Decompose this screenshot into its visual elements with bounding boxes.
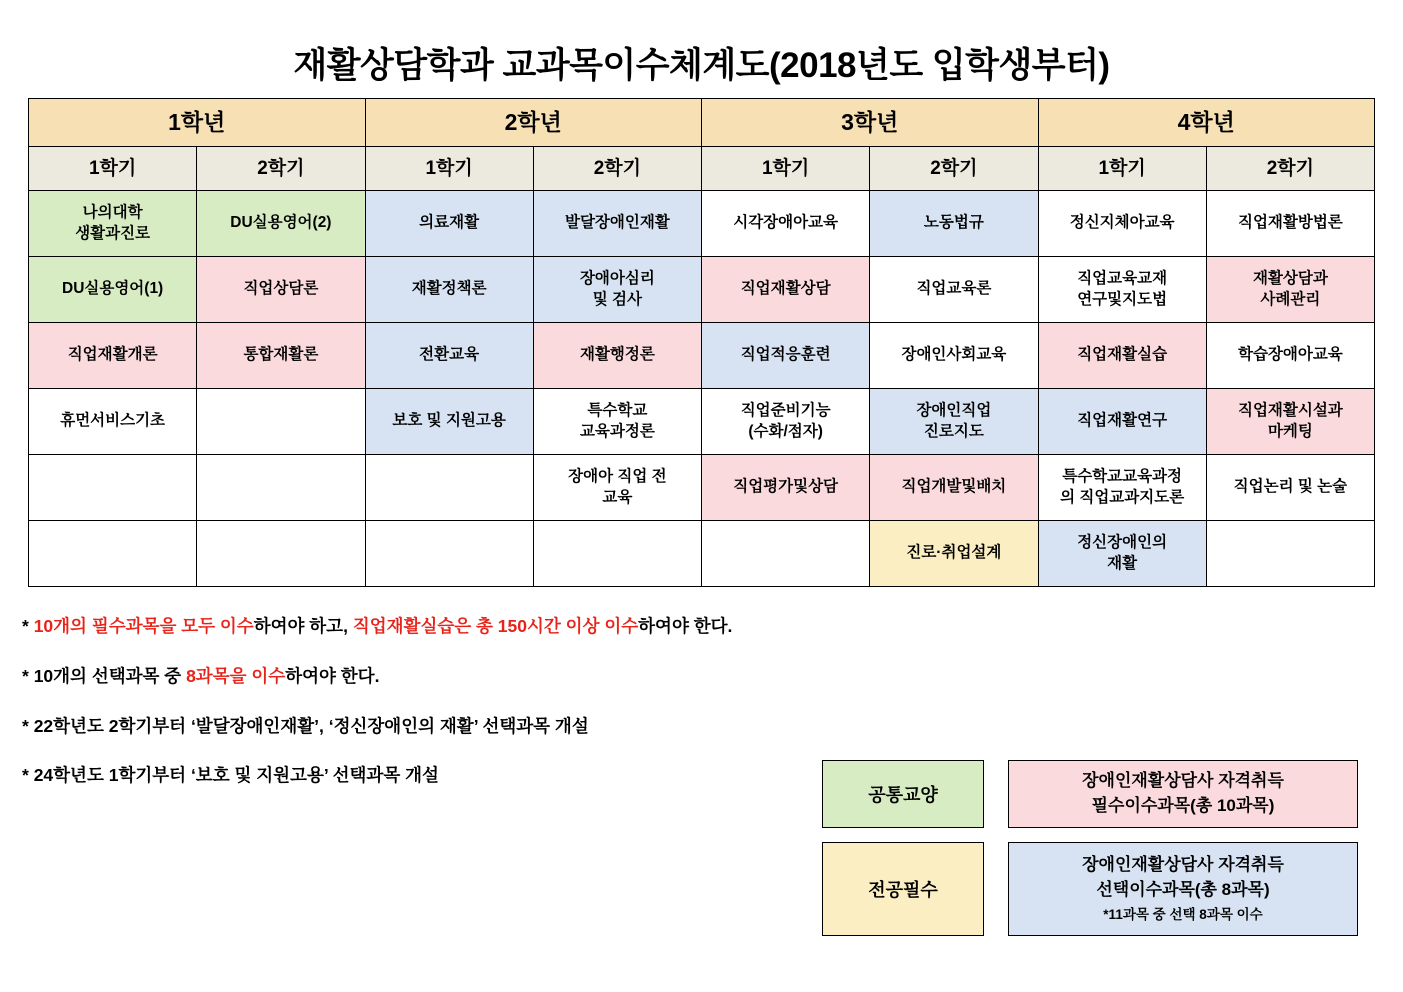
course-cell: 직업교육론	[870, 257, 1038, 323]
course-cell: 보호 및 지원고용	[365, 389, 533, 455]
empty-cell	[197, 521, 365, 587]
course-cell: 재활행정론	[533, 323, 701, 389]
note-2: * 10개의 선택과목 중 8과목을 이수하여야 한다.	[22, 665, 380, 686]
course-cell: 직업재활실습	[1038, 323, 1206, 389]
table-row	[29, 191, 1375, 257]
course-cell: 직업논리 및 논술	[1206, 455, 1374, 521]
course-cell: 재활정책론	[365, 257, 533, 323]
course-cell: DU실용영어(2)	[197, 191, 365, 257]
course-cell: 직업교육교재 연구및지도법	[1038, 257, 1206, 323]
empty-cell	[533, 521, 701, 587]
course-cell: 통합재활론	[197, 323, 365, 389]
course-cell: 의료재활	[365, 191, 533, 257]
empty-cell	[365, 521, 533, 587]
legend	[822, 760, 1367, 950]
course-cell: 재활상담과 사례관리	[1206, 257, 1374, 323]
table-header	[29, 99, 1375, 191]
page-title: 재활상담학과 교과목이수체계도(2018년도 입학생부터)	[293, 46, 1110, 85]
course-cell: 직업적응훈련	[702, 323, 870, 389]
legend-cert-required-line2: 필수이수과목(총 10과목)	[1091, 796, 1275, 815]
course-cell: 시각장애아교육	[702, 191, 870, 257]
course-cell: 직업개발및배치	[870, 455, 1038, 521]
course-cell: 학습장애아교육	[1206, 323, 1374, 389]
empty-cell	[365, 455, 533, 521]
course-cell: 직업재활방법론	[1206, 191, 1374, 257]
year-header-4: 4학년	[1038, 99, 1375, 147]
empty-cell	[702, 521, 870, 587]
legend-row-1	[822, 760, 1367, 828]
table-row	[29, 521, 1375, 587]
course-cell: 발달장애인재활	[533, 191, 701, 257]
legend-cert-required	[1008, 760, 1358, 828]
course-cell: 나의대학 생활과진로	[29, 191, 197, 257]
legend-major-required: 전공필수	[822, 842, 984, 936]
empty-cell	[1206, 521, 1374, 587]
term-header-1: 1학기	[29, 147, 197, 191]
year-header-1: 1학년	[29, 99, 366, 147]
table-body	[29, 191, 1375, 587]
note-3: * 22학년도 2학기부터 ‘발달장애인재활’, ‘정신장애인의 재활’ 선택과목 개설	[22, 715, 589, 736]
term-header-7: 1학기	[1038, 147, 1206, 191]
course-cell: 직업재활개론	[29, 323, 197, 389]
course-cell: 직업재활시설과 마케팅	[1206, 389, 1374, 455]
note-1: * 10개의 필수과목을 모두 이수하여야 하고, 직업재활실습은 총 150시간 이상 이수하여야 한다.	[22, 616, 733, 636]
table-row	[29, 257, 1375, 323]
table-row	[29, 455, 1375, 521]
course-cell: 노동법규	[870, 191, 1038, 257]
course-cell: 특수학교교육과정 의 직업교과지도론	[1038, 455, 1206, 521]
course-cell: 직업재활상담	[702, 257, 870, 323]
course-cell: 장애아 직업 전 교육	[533, 455, 701, 521]
note-4: * 24학년도 1학기부터 ‘보호 및 지원고용’ 선택과목 개설	[22, 765, 439, 786]
course-cell: 진로·취업설계	[870, 521, 1038, 587]
empty-cell	[29, 455, 197, 521]
legend-common-liberal: 공통교양	[822, 760, 984, 828]
legend-row-2	[822, 842, 1367, 936]
course-cell: 장애인사회교육	[870, 323, 1038, 389]
term-header-5: 1학기	[702, 147, 870, 191]
legend-cert-elective	[1008, 842, 1358, 936]
course-cell: 특수학교 교육과정론	[533, 389, 701, 455]
year-header-2: 2학년	[365, 99, 702, 147]
term-header-6: 2학기	[870, 147, 1038, 191]
course-cell: 직업준비기능 (수화/점자)	[702, 389, 870, 455]
term-header-3: 1학기	[365, 147, 533, 191]
course-cell: 장애인직업 진로지도	[870, 389, 1038, 455]
course-cell: 전환교육	[365, 323, 533, 389]
term-header-2: 2학기	[197, 147, 365, 191]
term-header-4: 2학기	[533, 147, 701, 191]
curriculum-matrix-container	[0, 98, 1403, 587]
course-cell: DU실용영어(1)	[29, 257, 197, 323]
term-header-8: 2학기	[1206, 147, 1374, 191]
year-header-row	[29, 99, 1375, 147]
empty-cell	[29, 521, 197, 587]
table-row	[29, 323, 1375, 389]
course-cell: 휴먼서비스기초	[29, 389, 197, 455]
year-header-3: 3학년	[702, 99, 1039, 147]
empty-cell	[197, 455, 365, 521]
course-cell: 직업상담론	[197, 257, 365, 323]
course-cell: 정신지체아교육	[1038, 191, 1206, 257]
notes-list	[0, 615, 812, 787]
curriculum-table	[28, 98, 1375, 587]
course-cell: 직업재활연구	[1038, 389, 1206, 455]
legend-cert-elective-line2: 선택이수과목(총 8과목)	[1096, 879, 1270, 899]
legend-cert-elective-line1: 장애인재활상담사 자격취득	[1082, 855, 1284, 875]
course-cell: 정신장애인의 재활	[1038, 521, 1206, 587]
empty-cell	[197, 389, 365, 455]
course-cell: 장애아심리 및 검사	[533, 257, 701, 323]
legend-cert-required-line1: 장애인재활상담사 자격취득	[1082, 771, 1284, 791]
legend-cert-elective-sub: *11과목 중 선택 8과목 이수	[1103, 907, 1263, 923]
course-cell: 직업평가및상담	[702, 455, 870, 521]
table-row	[29, 389, 1375, 455]
term-header-row	[29, 147, 1375, 191]
